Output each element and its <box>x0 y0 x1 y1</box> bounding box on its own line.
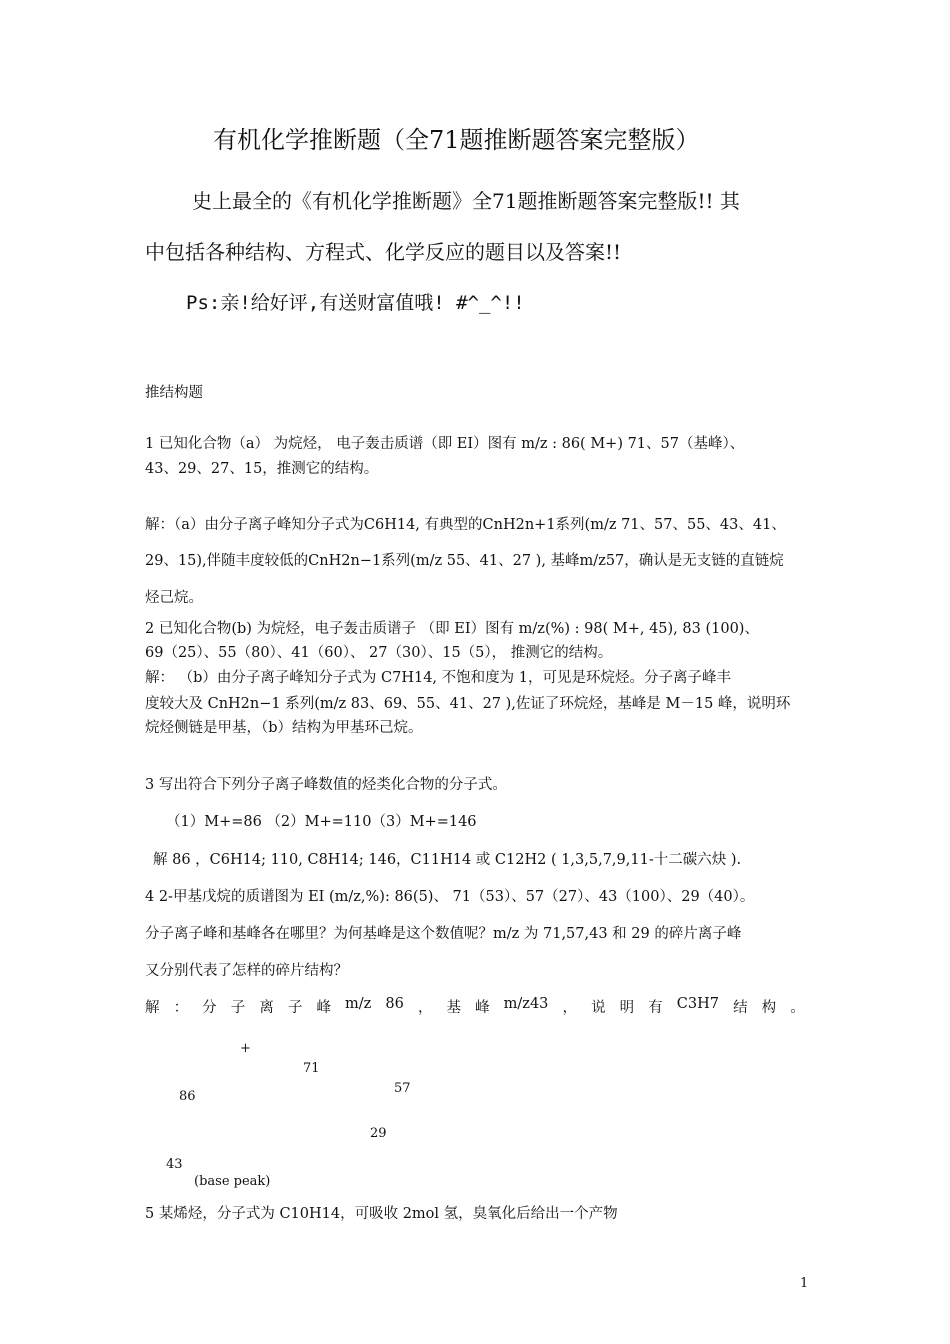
fragment-base-peak-label: (base peak) <box>194 1174 271 1189</box>
fragment-charge: + <box>240 1041 251 1056</box>
q4-answer-token: 峰 <box>316 1000 331 1016</box>
q4-answer-token: 峰 <box>475 1000 490 1016</box>
q4-answer-token: ： <box>173 1000 189 1016</box>
q3-line-1: 3 写出符合下列分子离子峰数值的烃类化合物的分子式。 <box>145 777 507 793</box>
q4-line-2: 分子离子峰和基峰各在哪里？为何基峰是这个数值呢？m/z 为 71,57,43 和 29 的碎片离子峰 <box>145 926 742 942</box>
q3-answer: 解 86 ，C6H14; 110, C8H14; 146，C11H14 或 C12H2 ( 1,3,5,7,9,11-十二碳六炔 ). <box>153 852 742 868</box>
q4-answer-token: 86 <box>385 996 404 1012</box>
q4-answer-token: 分 <box>202 1000 217 1016</box>
q2-answer-line-2: 度较大及 CnH2n−1 系列(m/z 83、69、55、41、27 ),佐证了环烷烃，基峰是 M－15 峰，说明环 <box>145 696 791 712</box>
q4-answer-token: 有 <box>648 1000 663 1016</box>
q4-answer-token: ， <box>417 1000 433 1016</box>
q4-answer-token: 明 <box>619 1000 635 1016</box>
q1-answer-line-2: 29、15),伴随丰度较低的CnH2n−1系列(m/z 55、41、27 ), 基峰m/z57，确认是无支链的直链烷 <box>145 553 784 569</box>
q4-answer-token: 基 <box>446 1000 462 1016</box>
q4-answer-token: 离 <box>259 1000 274 1016</box>
page-title: 有机化学推断题（全71题推断题答案完整版） <box>213 126 700 154</box>
q4-answer-token: 结 <box>733 1000 748 1016</box>
fragment-mz-57: 57 <box>394 1081 411 1096</box>
q4-answer-token: 。 <box>790 1000 805 1016</box>
page-number: 1 <box>800 1276 809 1291</box>
q2-answer-line-3: 烷烃侧链是甲基，（b）结构为甲基环己烷。 <box>145 720 423 736</box>
q2-line-2: 69（25）、55（80）、41（60）、 27（30）、15（5）， 推测它的结构。 <box>145 645 613 661</box>
intro-line-2: 中包括各种结构、方程式、化学反应的题目以及答案!! <box>145 240 622 264</box>
q4-answer <box>145 996 805 1017</box>
intro-line-1: 史上最全的《有机化学推断题》全71题推断题答案完整版!! 其 <box>192 189 740 213</box>
q1-answer-line-3: 烃己烷。 <box>145 590 203 606</box>
q4-answer-token: ， <box>562 1000 577 1016</box>
q4-answer-token: m/z <box>345 996 372 1012</box>
q4-answer-token: m/z43 <box>503 996 549 1012</box>
fragment-mz-86: 86 <box>179 1089 196 1104</box>
q3-line-2: （1）M+=86 （2）M+=110（3）M+=146 <box>166 814 477 830</box>
q5-line-1: 5 某烯烃，分子式为 C10H14，可吸收 2mol 氢，臭氧化后给出一个产物 <box>145 1206 618 1222</box>
q4-answer-token: 子 <box>230 1000 246 1016</box>
fragment-mz-43: 43 <box>166 1157 183 1172</box>
q1-line-1: 1 已知化合物（a） 为烷烃， 电子轰击质谱（即 EI）图有 m/z : 86( M+) 71、57（基峰）、 <box>145 436 745 452</box>
q4-answer-token: 子 <box>287 1000 303 1016</box>
q4-answer-token: C3H7 <box>676 996 719 1012</box>
fragment-mz-71: 71 <box>303 1061 320 1076</box>
q4-answer-token: 构 <box>761 1000 777 1016</box>
q4-line-1: 4 2-甲基戊烷的质谱图为 EI (m/z,%): 86(5)、 71（53）、57（27）、43（100）、29（40）。 <box>145 889 755 905</box>
q2-line-1: 2 已知化合物(b) 为烷烃，电子轰击质谱子 （即 EI）图有 m/z(%) : 98( M+, 45), 83 (100)、 <box>145 621 759 637</box>
fragment-mz-29: 29 <box>370 1126 387 1141</box>
intro-ps: Ps:亲!给好评,有送财富值哦! #^_^!! <box>186 292 525 314</box>
section-heading: 推结构题 <box>145 385 203 401</box>
q1-answer-line-1: 解：（a）由分子离子峰知分子式为C6H14, 有典型的CnH2n+1系列(m/z 71、57、55、43、41、 <box>145 517 786 533</box>
q2-answer-line-1: 解： （b）由分子离子峰知分子式为 C7H14, 不饱和度为 1，可见是环烷烃。分子离子峰丰 <box>145 670 731 686</box>
q4-answer-token: 解 <box>145 1000 160 1016</box>
q4-answer-token: 说 <box>591 1000 606 1016</box>
q1-line-2: 43、29、27、15，推测它的结构。 <box>145 461 379 477</box>
q4-line-3: 又分别代表了怎样的碎片结构？ <box>145 963 348 979</box>
